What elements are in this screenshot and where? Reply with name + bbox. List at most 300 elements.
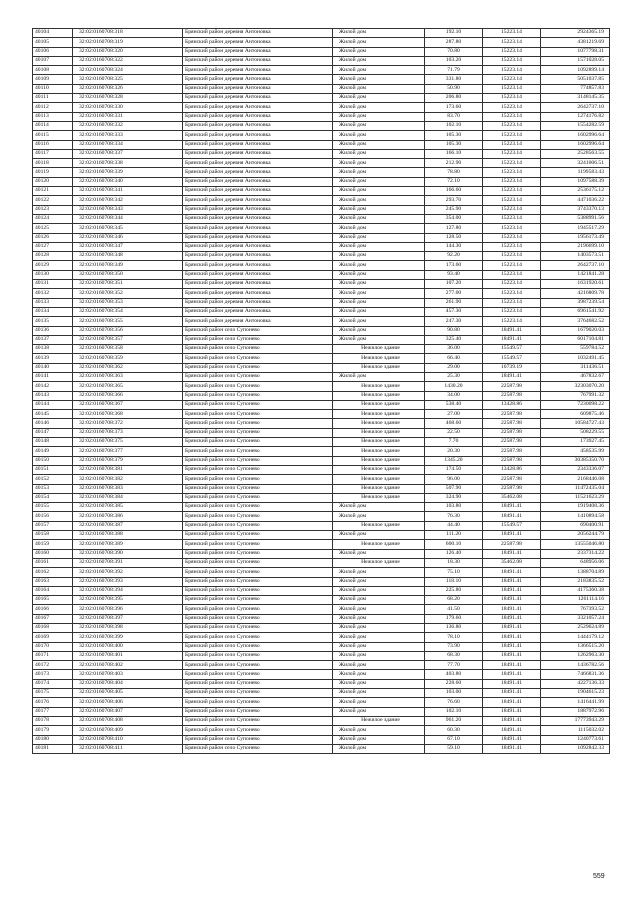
- address-cell: Брянский район село Супонево: [183, 400, 333, 409]
- table-row: [33, 400, 610, 409]
- table-row: [33, 261, 610, 270]
- row-number-cell: 40167: [33, 614, 73, 623]
- row-number-cell: 40135: [33, 317, 73, 326]
- address-cell: Брянский район село Супонево: [183, 372, 333, 381]
- table-row: [33, 596, 610, 605]
- address-cell: Брянский район село Супонево: [183, 465, 333, 474]
- unit-value-cell: 18491.41: [483, 661, 541, 670]
- address-cell: Брянский район село Супонево: [183, 558, 333, 567]
- unit-value-cell: 22587.98: [483, 456, 541, 465]
- cadastral-value-cell: 690400.91: [541, 521, 610, 530]
- table-row: [33, 475, 610, 484]
- object-type-cell: Жилой дом: [333, 624, 425, 633]
- table-row: [33, 177, 610, 186]
- area-cell: 293.70: [425, 196, 483, 205]
- cadastral-value-cell: 1199583.43: [541, 168, 610, 177]
- unit-value-cell: 15223.14: [483, 149, 541, 158]
- table-row: [33, 726, 610, 735]
- row-number-cell: 40136: [33, 326, 73, 335]
- unit-value-cell: 15223.14: [483, 252, 541, 261]
- table-row: [33, 679, 610, 688]
- unit-value-cell: 15223.14: [483, 103, 541, 112]
- row-number-cell: 40125: [33, 224, 73, 233]
- address-cell: Брянский район село Супонево: [183, 689, 333, 698]
- cadastral-value-cell: 7466831.36: [541, 670, 610, 679]
- area-cell: 136.80: [425, 624, 483, 633]
- address-cell: Брянский район село Супонево: [183, 419, 333, 428]
- cadastral-value-cell: 1945517.29: [541, 224, 610, 233]
- object-type-cell: Жилой дом: [333, 121, 425, 130]
- cadastral-number-cell: 32:02:0160708:410: [73, 735, 183, 744]
- address-cell: Брянский район село Супонево: [183, 735, 333, 744]
- table-row: [33, 196, 610, 205]
- cadastral-number-cell: 32:02:0160708:322: [73, 56, 183, 65]
- object-type-cell: Жилой дом: [333, 614, 425, 623]
- row-number-cell: 40126: [33, 233, 73, 242]
- object-type-cell: Жилой дом: [333, 698, 425, 707]
- cadastral-value-cell: 3321057.24: [541, 614, 610, 623]
- table-row: [33, 735, 610, 744]
- address-cell: Брянский район село Супонево: [183, 391, 333, 400]
- address-cell: Брянский район деревня Антоновка: [183, 168, 333, 177]
- cadastral-number-cell: 32:02:0160708:385: [73, 503, 183, 512]
- row-number-cell: 40116: [33, 140, 73, 149]
- cadastral-number-cell: 32:02:0160708:403: [73, 670, 183, 679]
- area-cell: 68.30: [425, 651, 483, 660]
- table-row: [33, 335, 610, 344]
- cadastral-value-cell: 1421841.28: [541, 270, 610, 279]
- object-type-cell: Жилой дом: [333, 707, 425, 716]
- object-type-cell: Жилой дом: [333, 512, 425, 521]
- unit-value-cell: 15223.14: [483, 47, 541, 56]
- area-cell: 75.10: [425, 568, 483, 577]
- cadastral-number-cell: 32:02:0160708:408: [73, 716, 183, 725]
- table-row: [33, 419, 610, 428]
- object-type-cell: Жилой дом: [333, 233, 425, 242]
- table-row: [33, 345, 610, 354]
- address-cell: Брянский район деревня Антоновка: [183, 205, 333, 214]
- area-cell: 44.40: [425, 521, 483, 530]
- address-cell: Брянский район деревня Антоновка: [183, 298, 333, 307]
- table-row: [33, 633, 610, 642]
- unit-value-cell: 15223.14: [483, 307, 541, 316]
- cadastral-number-cell: 32:02:0160708:319: [73, 38, 183, 47]
- cadastral-number-cell: 32:02:0160708:396: [73, 605, 183, 614]
- object-type-cell: Жилой дом: [333, 196, 425, 205]
- unit-value-cell: 15549.57: [483, 345, 541, 354]
- unit-value-cell: 15223.14: [483, 140, 541, 149]
- address-cell: Брянский район деревня Антоновка: [183, 131, 333, 140]
- table-row: [33, 382, 610, 391]
- unit-value-cell: 18491.41: [483, 735, 541, 744]
- table-row: [33, 438, 610, 447]
- area-cell: 128.50: [425, 233, 483, 242]
- object-type-cell: Жилой дом: [333, 159, 425, 168]
- row-number-cell: 40170: [33, 642, 73, 651]
- cadastral-number-cell: 32:02:0160708:341: [73, 187, 183, 196]
- cadastral-value-cell: 3148145.35: [541, 94, 610, 103]
- object-type-cell: Жилой дом: [333, 261, 425, 270]
- cadastral-value-cell: 6961541.92: [541, 307, 610, 316]
- object-type-cell: Жилой дом: [333, 661, 425, 670]
- cadastral-number-cell: 32:02:0160708:394: [73, 586, 183, 595]
- area-cell: 34.00: [425, 391, 483, 400]
- area-cell: 20.30: [425, 447, 483, 456]
- row-number-cell: 40131: [33, 280, 73, 289]
- cadastral-value-cell: 2183835.52: [541, 577, 610, 586]
- row-number-cell: 40180: [33, 735, 73, 744]
- row-number-cell: 40118: [33, 159, 73, 168]
- area-cell: 225.80: [425, 586, 483, 595]
- row-number-cell: 40149: [33, 447, 73, 456]
- row-number-cell: 40128: [33, 252, 73, 261]
- cadastral-value-cell: 1631920.61: [541, 280, 610, 289]
- cadastral-value-cell: 17773943.29: [541, 716, 610, 725]
- object-type-cell: Жилой дом: [333, 670, 425, 679]
- area-cell: 192.10: [425, 29, 483, 38]
- address-cell: Брянский район село Супонево: [183, 335, 333, 344]
- cadastral-number-cell: 32:02:0160708:388: [73, 531, 183, 540]
- cadastral-value-cell: 1092842.33: [541, 744, 610, 753]
- cadastral-value-cell: 2642737.10: [541, 261, 610, 270]
- area-cell: 107.20: [425, 280, 483, 289]
- object-type-cell: Жилой дом: [333, 596, 425, 605]
- cadastral-value-cell: 1092899.14: [541, 66, 610, 75]
- unit-value-cell: 18491.41: [483, 586, 541, 595]
- object-type-cell: Жилой дом: [333, 679, 425, 688]
- row-number-cell: 40146: [33, 419, 73, 428]
- cadastral-value-cell: 3241006.51: [541, 159, 610, 168]
- address-cell: Брянский район деревня Антоновка: [183, 289, 333, 298]
- area-cell: 354.00: [425, 214, 483, 223]
- area-cell: 111.20: [425, 531, 483, 540]
- object-type-cell: Жилой дом: [333, 531, 425, 540]
- cadastral-number-cell: 32:02:0160708:337: [73, 149, 183, 158]
- address-cell: Брянский район деревня Антоновка: [183, 112, 333, 121]
- area-cell: 457.30: [425, 307, 483, 316]
- area-cell: 93.40: [425, 270, 483, 279]
- unit-value-cell: 18491.41: [483, 679, 541, 688]
- row-number-cell: 40158: [33, 531, 73, 540]
- unit-value-cell: 22587.98: [483, 447, 541, 456]
- cadastral-value-cell: 173927.45: [541, 438, 610, 447]
- cadastral-number-cell: 32:02:0160708:411: [73, 744, 183, 753]
- table-row: [33, 75, 610, 84]
- object-type-cell: Жилой дом: [333, 289, 425, 298]
- unit-value-cell: 15223.14: [483, 168, 541, 177]
- area-cell: 22.50: [425, 428, 483, 437]
- cadastral-value-cell: 7230098.22: [541, 400, 610, 409]
- address-cell: Брянский район село Супонево: [183, 726, 333, 735]
- object-type-cell: Жилой дом: [333, 103, 425, 112]
- address-cell: Брянский район деревня Антоновка: [183, 84, 333, 93]
- row-number-cell: 40168: [33, 624, 73, 633]
- cadastral-number-cell: 32:02:0160708:406: [73, 698, 183, 707]
- area-cell: 60.30: [425, 726, 483, 735]
- table-row: [33, 187, 610, 196]
- cadastral-number-cell: 32:02:0160708:393: [73, 577, 183, 586]
- table-row: [33, 131, 610, 140]
- cadastral-value-cell: 30385350.70: [541, 456, 610, 465]
- area-cell: 25.30: [425, 372, 483, 381]
- cadastral-number-cell: 32:02:0160708:381: [73, 465, 183, 474]
- row-number-cell: 40105: [33, 38, 73, 47]
- unit-value-cell: 15223.14: [483, 159, 541, 168]
- row-number-cell: 40179: [33, 726, 73, 735]
- table-row: [33, 103, 610, 112]
- cadastral-value-cell: 1262963.30: [541, 651, 610, 660]
- object-type-cell: Жилой дом: [333, 56, 425, 65]
- cadastral-value-cell: 2536175.12: [541, 187, 610, 196]
- cadastral-number-cell: 32:02:0160708:363: [73, 372, 183, 381]
- cadastral-value-cell: 467832.67: [541, 372, 610, 381]
- cadastral-number-cell: 32:02:0160708:362: [73, 363, 183, 372]
- area-cell: 102.10: [425, 121, 483, 130]
- unit-value-cell: 22587.98: [483, 540, 541, 549]
- cadastral-number-cell: 32:02:0160708:407: [73, 707, 183, 716]
- address-cell: Брянский район деревня Антоновка: [183, 233, 333, 242]
- address-cell: Брянский район село Супонево: [183, 493, 333, 502]
- object-type-cell: Жилой дом: [333, 689, 425, 698]
- area-cell: 90.80: [425, 326, 483, 335]
- row-number-cell: 40132: [33, 289, 73, 298]
- table-row: [33, 252, 610, 261]
- object-type-cell: Жилой дом: [333, 503, 425, 512]
- row-number-cell: 40138: [33, 345, 73, 354]
- row-number-cell: 40117: [33, 149, 73, 158]
- row-number-cell: 40129: [33, 261, 73, 270]
- cadastral-value-cell: 3987239.54: [541, 298, 610, 307]
- table-row: [33, 614, 610, 623]
- unit-value-cell: 15223.14: [483, 66, 541, 75]
- cadastral-value-cell: 1115032.02: [541, 726, 610, 735]
- unit-value-cell: 15223.14: [483, 298, 541, 307]
- unit-value-cell: 15223.14: [483, 261, 541, 270]
- row-number-cell: 40144: [33, 400, 73, 409]
- address-cell: Брянский район деревня Антоновка: [183, 38, 333, 47]
- table-row: [33, 577, 610, 586]
- area-cell: 247.30: [425, 317, 483, 326]
- unit-value-cell: 18491.41: [483, 614, 541, 623]
- row-number-cell: 40113: [33, 112, 73, 121]
- area-cell: 78.80: [425, 168, 483, 177]
- address-cell: Брянский район село Супонево: [183, 503, 333, 512]
- cadastral-value-cell: 1410894.58: [541, 512, 610, 521]
- object-type-cell: Жилой дом: [333, 112, 425, 121]
- address-cell: Брянский район деревня Антоновка: [183, 280, 333, 289]
- row-number-cell: 40119: [33, 168, 73, 177]
- cadastral-number-cell: 32:02:0160708:344: [73, 214, 183, 223]
- row-number-cell: 40114: [33, 121, 73, 130]
- cadastral-value-cell: 2642737.10: [541, 103, 610, 112]
- object-type-cell: Жилой дом: [333, 168, 425, 177]
- object-type-cell: Жилой дом: [333, 298, 425, 307]
- cadastral-number-cell: 32:02:0160708:326: [73, 84, 183, 93]
- cadastral-number-cell: 32:02:0160708:343: [73, 205, 183, 214]
- cadastral-value-cell: 2529624.89: [541, 624, 610, 633]
- object-type-cell: Жилой дом: [333, 335, 425, 344]
- cadastral-number-cell: 32:02:0160708:354: [73, 307, 183, 316]
- unit-value-cell: 15223.14: [483, 317, 541, 326]
- unit-value-cell: 18491.41: [483, 707, 541, 716]
- cadastral-value-cell: 1444179.12: [541, 633, 610, 642]
- cadastral-number-cell: 32:02:0160708:397: [73, 614, 183, 623]
- row-number-cell: 40123: [33, 205, 73, 214]
- table-row: [33, 624, 610, 633]
- unit-value-cell: 18491.41: [483, 549, 541, 558]
- cadastral-number-cell: 32:02:0160708:330: [73, 103, 183, 112]
- unit-value-cell: 15223.14: [483, 112, 541, 121]
- object-type-cell: Нежилое здание: [333, 391, 425, 400]
- address-cell: Брянский район деревня Антоновка: [183, 149, 333, 158]
- cadastral-number-cell: 32:02:0160708:349: [73, 261, 183, 270]
- address-cell: Брянский район село Супонево: [183, 642, 333, 651]
- area-cell: 179.60: [425, 614, 483, 623]
- unit-value-cell: 10739.19: [483, 363, 541, 372]
- cadastral-value-cell: 32303070.20: [541, 382, 610, 391]
- cadastral-number-cell: 32:02:0160708:383: [73, 484, 183, 493]
- unit-value-cell: 18491.41: [483, 689, 541, 698]
- row-number-cell: 40143: [33, 391, 73, 400]
- area-cell: 36.00: [425, 345, 483, 354]
- row-number-cell: 40106: [33, 47, 73, 56]
- table-row: [33, 242, 610, 251]
- object-type-cell: Жилой дом: [333, 224, 425, 233]
- area-cell: 103.00: [425, 689, 483, 698]
- row-number-cell: 40154: [33, 493, 73, 502]
- table-row: [33, 270, 610, 279]
- area-cell: 77.70: [425, 661, 483, 670]
- object-type-cell: Жилой дом: [333, 744, 425, 753]
- cadastral-value-cell: 1919408.36: [541, 503, 610, 512]
- unit-value-cell: 15223.14: [483, 177, 541, 186]
- object-type-cell: Жилой дом: [333, 214, 425, 223]
- address-cell: Брянский район деревня Антоновка: [183, 103, 333, 112]
- cadastral-value-cell: 2056244.79: [541, 531, 610, 540]
- table-row: [33, 744, 610, 753]
- cadastral-number-cell: 32:02:0160708:399: [73, 633, 183, 642]
- unit-value-cell: 15223.14: [483, 233, 541, 242]
- address-cell: Брянский район село Супонево: [183, 438, 333, 447]
- cadastral-value-cell: 1032491.45: [541, 354, 610, 363]
- address-cell: Брянский район село Супонево: [183, 484, 333, 493]
- row-number-cell: 40176: [33, 698, 73, 707]
- cadastral-value-cell: 311436.51: [541, 363, 610, 372]
- cadastral-value-cell: 5051037.85: [541, 75, 610, 84]
- object-type-cell: Жилой дом: [333, 252, 425, 261]
- cadastral-value-cell: 1077798.31: [541, 47, 610, 56]
- row-number-cell: 40124: [33, 214, 73, 223]
- cadastral-value-cell: 1571028.05: [541, 56, 610, 65]
- unit-value-cell: 18491.41: [483, 605, 541, 614]
- cadastral-number-cell: 32:02:0160708:391: [73, 558, 183, 567]
- area-cell: 41.50: [425, 605, 483, 614]
- object-type-cell: Нежилое здание: [333, 345, 425, 354]
- unit-value-cell: 18491.41: [483, 512, 541, 521]
- cadastral-value-cell: 508229.55: [541, 428, 610, 437]
- address-cell: Брянский район деревня Антоновка: [183, 270, 333, 279]
- table-row: [33, 317, 610, 326]
- area-cell: 18.30: [425, 558, 483, 567]
- row-number-cell: 40178: [33, 716, 73, 725]
- address-cell: Брянский район село Супонево: [183, 698, 333, 707]
- table-row: [33, 689, 610, 698]
- object-type-cell: Жилой дом: [333, 29, 425, 38]
- cadastral-value-cell: 2343336.07: [541, 465, 610, 474]
- cadastral-number-cell: 32:02:0160708:367: [73, 400, 183, 409]
- area-cell: 1345.20: [425, 456, 483, 465]
- row-number-cell: 40145: [33, 410, 73, 419]
- address-cell: Брянский район деревня Антоновка: [183, 159, 333, 168]
- unit-value-cell: 15223.14: [483, 29, 541, 38]
- unit-value-cell: 18491.41: [483, 698, 541, 707]
- object-type-cell: Жилой дом: [333, 549, 425, 558]
- row-number-cell: 40137: [33, 335, 73, 344]
- address-cell: Брянский район село Супонево: [183, 354, 333, 363]
- address-cell: Брянский район село Супонево: [183, 661, 333, 670]
- cadastral-value-cell: 6017104.81: [541, 335, 610, 344]
- unit-value-cell: 18491.41: [483, 568, 541, 577]
- row-number-cell: 40130: [33, 270, 73, 279]
- cadastral-number-cell: 32:02:0160708:358: [73, 345, 183, 354]
- cadastral-number-cell: 32:02:0160708:348: [73, 252, 183, 261]
- row-number-cell: 40159: [33, 540, 73, 549]
- unit-value-cell: 15223.14: [483, 131, 541, 140]
- address-cell: Брянский район село Супонево: [183, 624, 333, 633]
- row-number-cell: 40104: [33, 29, 73, 38]
- address-cell: Брянский район село Супонево: [183, 326, 333, 335]
- row-number-cell: 40169: [33, 633, 73, 642]
- unit-value-cell: 22587.98: [483, 428, 541, 437]
- row-number-cell: 40134: [33, 307, 73, 316]
- cadastral-value-cell: 1097588.39: [541, 177, 610, 186]
- unit-value-cell: 18491.41: [483, 503, 541, 512]
- cadastral-number-cell: 32:02:0160708:334: [73, 140, 183, 149]
- table-row: [33, 558, 610, 567]
- area-cell: 96.00: [425, 475, 483, 484]
- address-cell: Брянский район село Супонево: [183, 596, 333, 605]
- row-number-cell: 40162: [33, 568, 73, 577]
- area-cell: 166.60: [425, 187, 483, 196]
- cadastral-number-cell: 32:02:0160708:357: [73, 335, 183, 344]
- table-row: [33, 456, 610, 465]
- table-row: [33, 428, 610, 437]
- row-number-cell: 40110: [33, 84, 73, 93]
- address-cell: Брянский район деревня Антоновка: [183, 56, 333, 65]
- address-cell: Брянский район село Супонево: [183, 586, 333, 595]
- table-row: [33, 586, 610, 595]
- address-cell: Брянский район деревня Антоновка: [183, 47, 333, 56]
- table-row: [33, 326, 610, 335]
- unit-value-cell: 22587.98: [483, 438, 541, 447]
- area-cell: 66.40: [425, 354, 483, 363]
- row-number-cell: 40112: [33, 103, 73, 112]
- object-type-cell: Жилой дом: [333, 84, 425, 93]
- row-number-cell: 40127: [33, 242, 73, 251]
- object-type-cell: Нежилое здание: [333, 447, 425, 456]
- cadastral-value-cell: 774857.83: [541, 84, 610, 93]
- cadastral-number-cell: 32:02:0160708:400: [73, 642, 183, 651]
- row-number-cell: 40141: [33, 372, 73, 381]
- cadastral-number-cell: 32:02:0160708:347: [73, 242, 183, 251]
- object-type-cell: Жилой дом: [333, 586, 425, 595]
- row-number-cell: 40157: [33, 521, 73, 530]
- cadastral-value-cell: 1388704.89: [541, 568, 610, 577]
- cadastral-value-cell: 1904615.23: [541, 689, 610, 698]
- cadastral-number-cell: 32:02:0160708:338: [73, 159, 183, 168]
- area-cell: 403.80: [425, 670, 483, 679]
- area-cell: 78.10: [425, 633, 483, 642]
